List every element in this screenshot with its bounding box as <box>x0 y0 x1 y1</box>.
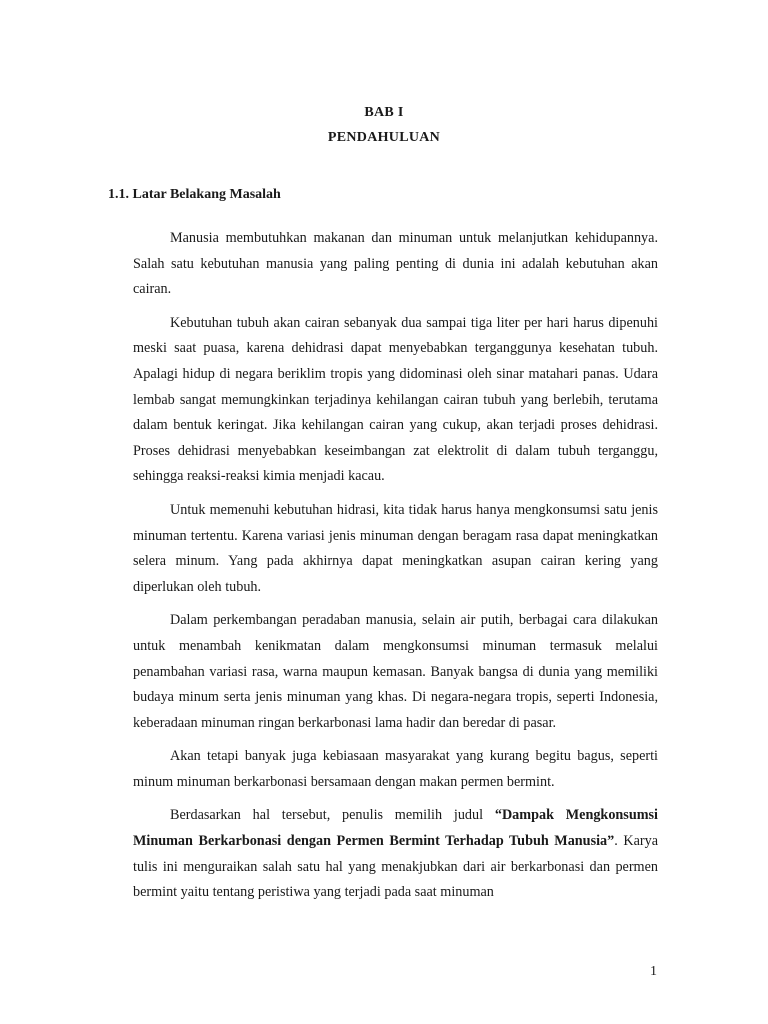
paragraph-3: Untuk memenuhi kebutuhan hidrasi, kita tidak harus hanya mengkonsumsi satu jenis minuman tertentu. Karena variasi jenis minuman dengan beragam rasa dapat meningkatkan selera minum. Yang pada akhirnya dapat meningkatkan asupan cairan kering yang diperlukan oleh tubuh. <box>133 501 658 595</box>
paragraph-1: Manusia membutuhkan makanan dan minuman untuk melanjutkan kehidupannya. Salah satu kebutuhan manusia yang paling penting di dunia ini adalah kebutuhan akan cairan. <box>133 230 658 298</box>
paragraph-4: Dalam perkembangan peradaban manusia, selain air putih, berbagai cara dilakukan untuk menambah kenikmatan dalam mengkonsumsi minuman termasuk melalui penambahan variasi rasa, warna maupun kemasan. Banyak bangsa di dunia yang memiliki budaya minum serta jenis minuman yang khas. Di negara-negara tropis, seperti Indonesia, keberadaan minuman ringan berkarbonasi lama hadir dan beredar di pasar. <box>133 612 658 731</box>
paragraph-6 <box>133 803 658 905</box>
paragraph-5: Akan tetapi banyak juga kebiasaan masyarakat yang kurang begitu bagus, seperti minum minuman berkarbonasi bersamaan dengan makan permen bermint. <box>133 748 658 790</box>
chapter-title: PENDAHULUAN <box>327 130 441 145</box>
paragraph-6-intro: Berdasarkan hal tersebut, penulis memilih judul <box>170 807 495 824</box>
section-heading: 1.1. Latar Belakang Masalah <box>108 187 281 202</box>
paragraph-6-rest: . Karya tulis ini menguraikan salah satu hal yang menakjubkan dari air berkarbonasi dan permen bermint yaitu tentang peristiwa yang terjadi pada saat minuman <box>133 833 658 901</box>
paragraph-2: Kebutuhan tubuh akan cairan sebanyak dua sampai tiga liter per hari harus dipenuhi meski saat puasa, karena dehidrasi dapat menyebabkan terganggunya kesehatan tubuh. Apalagi hidup di negara beriklim tropis yang didominasi oleh sinar matahari panas. Udara lembab sangat memungkinkan terjadinya kehilangan cairan tubuh yang berlebih, terutama dalam bentuk keringat. Jika kehilangan cairan yang cukup, akan terjadi proses dehidrasi. Proses dehidrasi menyebabkan keseimbangan zat elektrolit di dalam tubuh terganggu, sehingga reaksi-reaksi kimia menjadi kacau. <box>133 314 658 485</box>
chapter-label: BAB I <box>364 105 404 120</box>
page-number: 1 <box>650 964 657 979</box>
body-text <box>133 226 658 914</box>
research-title: “Dampak Mengkonsumsi Minuman Berkarbonasi dengan Permen Bermint Terhadap Tubuh Manusia” <box>133 807 658 850</box>
